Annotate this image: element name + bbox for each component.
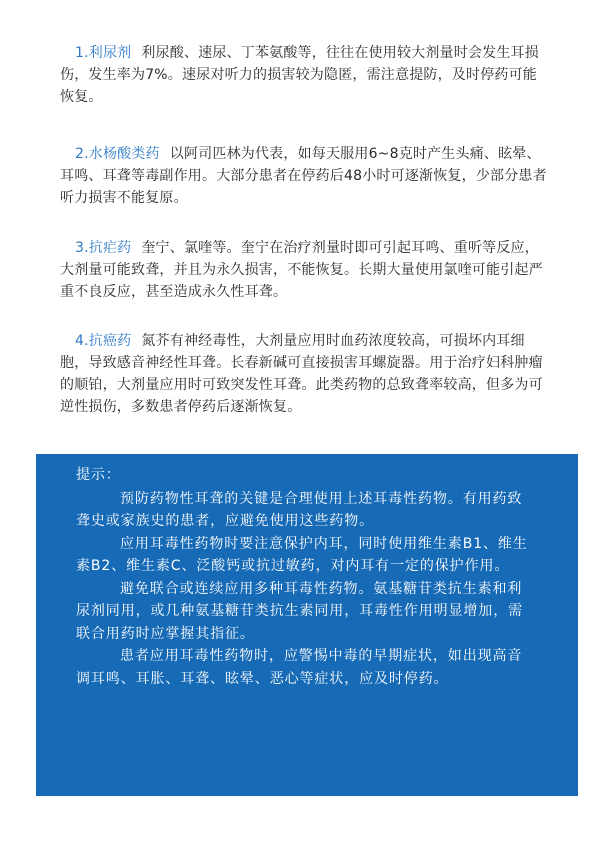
tip-paragraph: 患者应用耳毒性药物时，应警惕中毒的早期症状，如出现高音调耳鸣、耳胀、耳聋、眩晕、恶心等症状，应及时停药。 bbox=[76, 648, 523, 687]
tip-paragraph: 应用耳毒性药物时要注意保护内耳，同时使用维生素B1、维生素B2、维生素C、泛酸钙或抗过敏药，对内耳有一定的保护作用。 bbox=[76, 535, 528, 574]
section-heading: 2.水杨酸类药 bbox=[75, 146, 160, 162]
section-body: 以阿司匹林为代表，如每天服用6~8克时产生头痛、眩晕、耳鸣、耳聋等毒副作用。大部分患者在停药后48小时可逐渐恢复，少部分患者听力损害不能复原。 bbox=[60, 146, 547, 206]
tip-box bbox=[36, 454, 578, 796]
section-anticancer bbox=[60, 330, 550, 418]
section-body: 利尿酸、速尿、丁苯氨酸等，往往在使用较大剂量时会发生耳损伤，发生率为7%。速尿对听力的损害较为隐匿，需注意提防，及时停药可能恢复。 bbox=[60, 45, 539, 105]
section-body: 氮芥有神经毒性，大剂量应用时血药浓度较高，可损坏内耳细胞，导致感音神经性耳聋。长春新碱可直接损害耳螺旋器。用于治疗妇科肿瘤的顺铂，大剂量应用时可致突发性耳聋。此类药物的总致聋率较高，但多为可逆性损伤，多数患者停药后逐渐恢复。 bbox=[60, 333, 543, 415]
section-heading: 4.抗癌药 bbox=[75, 333, 132, 349]
section-body: 奎宁、氯喹等。奎宁在治疗剂量时即可引起耳鸣、重听等反应，大剂量可能致聋，并且为永久损害，不能恢复。长期大量使用氯喹可能引起严重不良反应，甚至造成永久性耳聋。 bbox=[60, 240, 543, 300]
section-heading: 1.利尿剂 bbox=[75, 45, 132, 61]
section-heading: 3.抗疟药 bbox=[75, 240, 132, 256]
section-antimalarials bbox=[60, 237, 550, 303]
tip-title: 提示： bbox=[76, 467, 121, 483]
tip-paragraph: 预防药物性耳聋的关键是合理使用上述耳毒性药物。有用药致聋史或家族史的患者，应避免使用这些药物。 bbox=[76, 490, 523, 529]
section-salicylates bbox=[60, 143, 550, 209]
section-diuretics bbox=[60, 42, 550, 108]
tip-paragraph: 避免联合或连续应用多种耳毒性药物。氨基糖苷类抗生素和利尿剂同用，或几种氨基糖苷类抗生素同用，耳毒性作用明显增加，需联合用药时应掌握其指征。 bbox=[76, 580, 523, 642]
